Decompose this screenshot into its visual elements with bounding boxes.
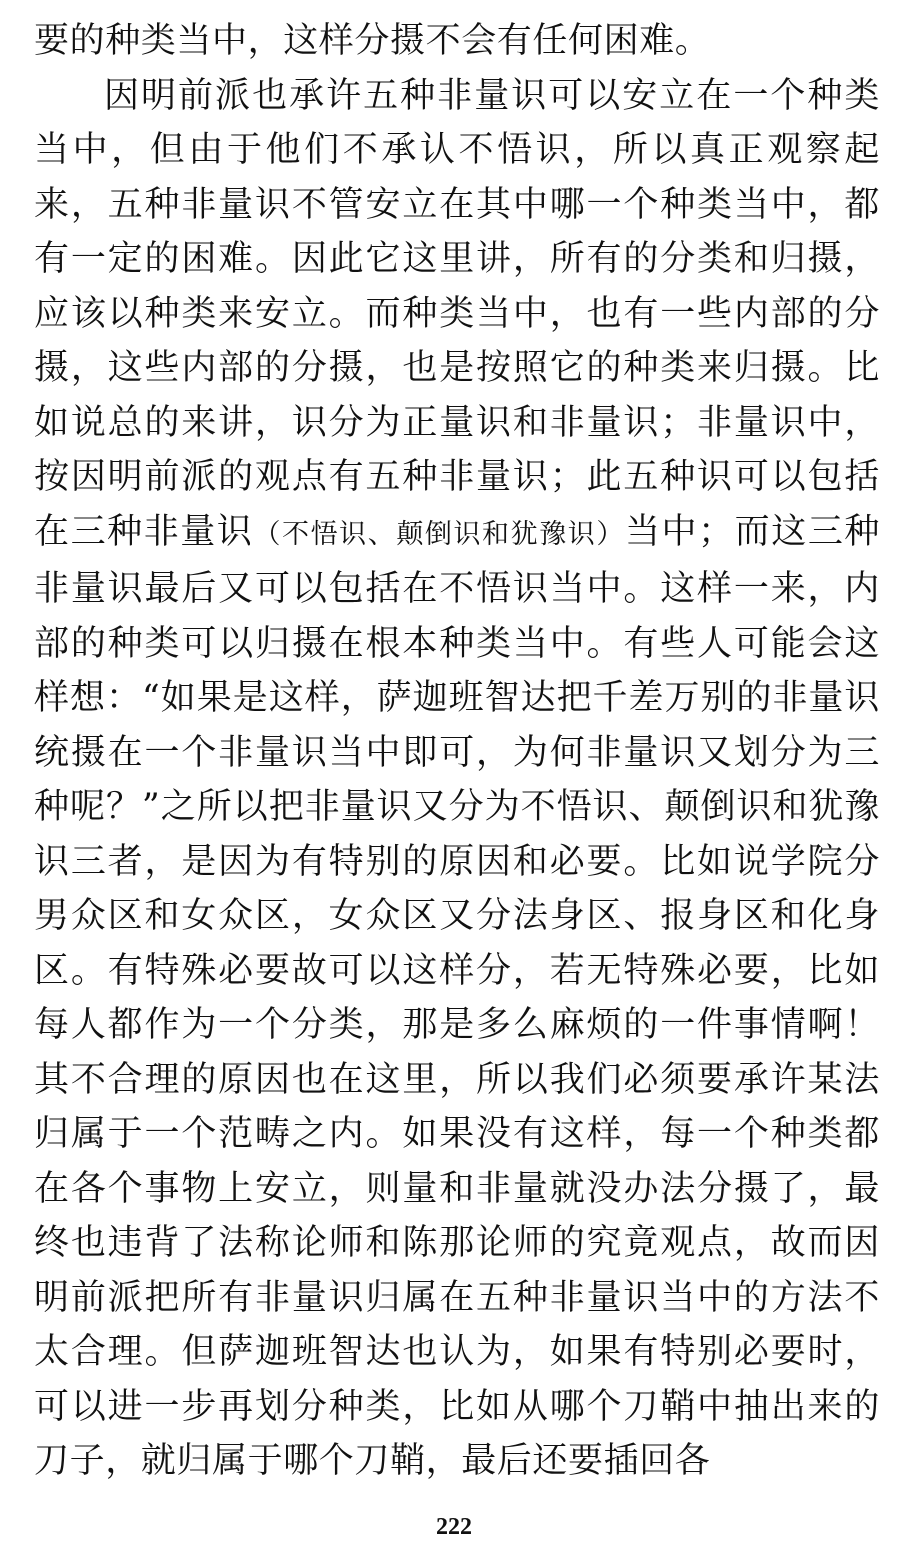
body-text [34,14,880,1489]
inline-note: （不悟识、颠倒识和犹豫识） [253,518,625,550]
paragraph-main [34,69,880,1489]
paragraph-text: 要的种类当中，这样分摄不会有任何困难。 [34,21,711,61]
page-number: 222 [436,1514,472,1540]
paragraph-continuation [34,14,880,69]
paragraph-text-after-note: 当中；而这三种非量识最后又可以包括在不悟识当中。这样一来，内部的种类可以归摄在根本种类当中。有些人可能会这样想：“如果是这样，萨迦班智达把千差万别的非量识统摄在一个非量识当中即可，为何非量识又划分为三种呢？”之所以把非量识又分为不悟识、颠倒识和犹豫识三者，是因为有特别的原因和必要。比如说学院分男众区和女众区，女众区又分法身区、报身区和化身区。有特殊必要故可以这样分，若无特殊必要，比如每人都作为一个分类，那是多么麻烦的一件事情啊！其不合理的原因也在这里，所以我们必须要承许某法归属于一个范畴之内。如果没有这样，每一个种类都在各个事物上安立，则量和非量就没办法分摄了，最终也违背了法称论师和陈那论师的究竟观点，故而因明前派把所有非量识归属在五种非量识当中的方法不太合理。但萨迦班智达也认为，如果有特别必要时，可以进一步再划分种类，比如从哪个刀鞘中抽出来的刀子，就归属于哪个刀鞘，最后还要插回各 [34,511,880,1481]
paragraph-text-before-note: 因明前派也承许五种非量识可以安立在一个种类当中，但由于他们不承认不悟识，所以真正观察起来，五种非量识不管安立在其中哪一个种类当中，都有一定的困难。因此它这里讲，所有的分类和归摄，应该以种类来安立。而种类当中，也有一些内部的分摄，这些内部的分摄，也是按照它的种类来归摄。比如说总的来讲，识分为正量识和非量识；非量识中，按因明前派的观点有五种非量识；此五种识可以包括在三种非量识 [34,75,880,552]
